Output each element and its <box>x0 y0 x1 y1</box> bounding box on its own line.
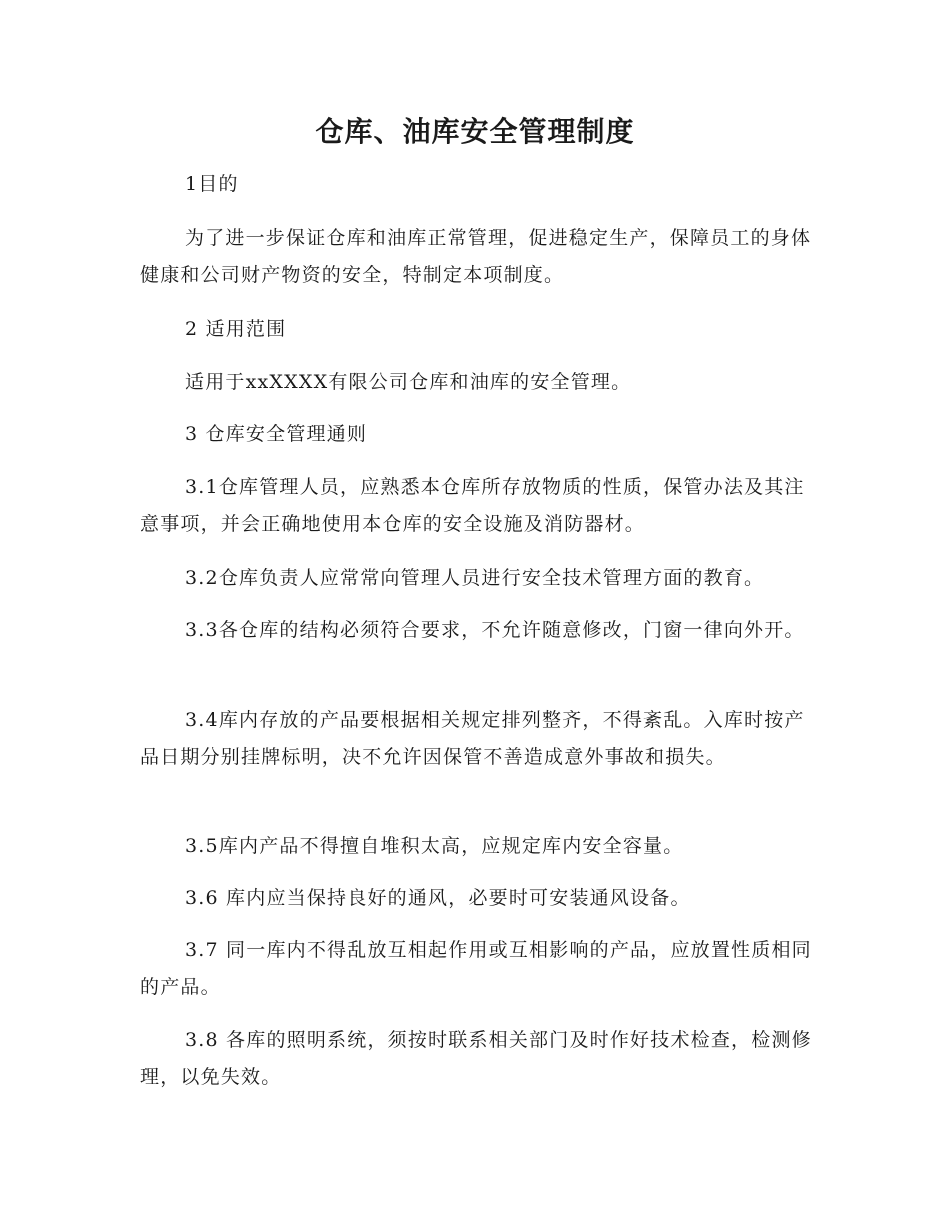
paragraph-rule-3-2: 3.2仓库负责人应常常向管理人员进行安全技术管理方面的教育。 <box>185 567 765 589</box>
paragraph-rule-3-8: 3.8 各库的照明系统，须按时联系相关部门及时作好技术检查，检测修理，以免失效。 <box>140 1029 812 1088</box>
paragraph-scope: 适用于xxXXXX有限公司仓库和油库的安全管理。 <box>185 371 632 393</box>
document-title: 仓库、油库安全管理制度 <box>315 115 635 148</box>
paragraph-rule-3-3: 3.3各仓库的结构必须符合要求，不允许随意修改，门窗一律向外开。 <box>185 619 805 641</box>
paragraph-rule-3-5: 3.5库内产品不得擅自堆积太高，应规定库内安全容量。 <box>185 835 684 857</box>
paragraph-purpose: 为了进一步保证仓库和油库正常管理，促进稳定生产，保障员工的身体健康和公司财产物资的安全，特制定本项制度。 <box>140 227 812 286</box>
paragraph-rule-3-4: 3.4库内存放的产品要根据相关规定排列整齐，不得紊乱。入库时按产品日期分别挂牌标明，决不允许因保管不善造成意外事故和损失。 <box>140 709 805 768</box>
section-heading-scope: 2 适用范围 <box>185 318 287 340</box>
section-heading-general-rules: 3 仓库安全管理通则 <box>185 423 368 445</box>
section-heading-purpose: 1目的 <box>185 173 239 195</box>
paragraph-rule-3-7: 3.7 同一库内不得乱放互相起作用或互相影响的产品，应放置性质相同的产品。 <box>140 939 812 998</box>
paragraph-rule-3-1: 3.1仓库管理人员，应熟悉本仓库所存放物质的性质，保管办法及其注意事项，并会正确地使用本仓库的安全设施及消防器材。 <box>140 476 805 535</box>
paragraph-rule-3-6: 3.6 库内应当保持良好的通风，必要时可安装通风设备。 <box>185 887 691 909</box>
